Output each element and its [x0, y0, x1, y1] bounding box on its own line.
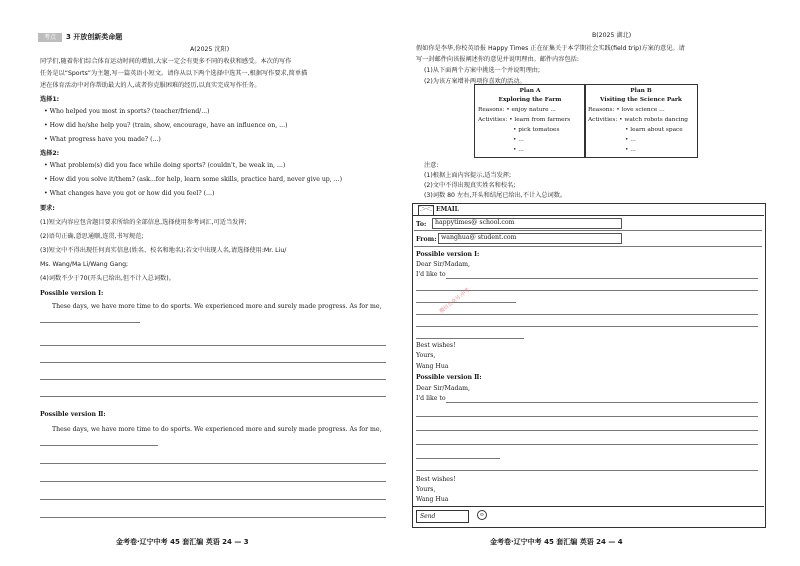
section-tag: 考点 [38, 33, 62, 42]
writing-line[interactable] [416, 416, 758, 417]
choice2-item: • What problem(s) did you face while doing sports? (couldn't, be weak in, ...) [44, 162, 286, 169]
notes-label: 注意: [424, 162, 439, 169]
writing-line[interactable] [40, 499, 386, 500]
writing-line[interactable] [40, 322, 140, 323]
requirement-item: (1)短文内容应包含题目要求所给的全部信息,选择使用参考词汇,可适当发挥; [40, 219, 247, 226]
choice1-item: • How did he/she help you? (train, show, encourage, have an influence on, ...) [44, 122, 288, 129]
field-divider [414, 230, 762, 231]
requirement-item: (4)词数不少于70(开头已给出,但不计入总词数)。 [40, 275, 175, 282]
note-item: (2)文中不得出现真实姓名和校名; [424, 182, 516, 189]
writing-line[interactable] [40, 345, 386, 346]
requirement-item: Ms. Wang/Ma Li/Wang Gang; [40, 261, 129, 268]
writing-line[interactable] [40, 362, 386, 363]
writing-line[interactable] [416, 326, 758, 327]
possible-version-2-text: These days, we have more time to do sports. We experienced more and surely made progress. As for me, [52, 426, 382, 433]
plan-b-reasons: Reasons: • love science ... [588, 107, 665, 113]
intro-line: 同学们,随着你们综合体育运动时间的增加,大家一定会有更多不同的收获和感受。本次的写作 [40, 58, 292, 65]
opening-phrase: I'd like to [416, 271, 446, 278]
sign-off: Yours, [416, 486, 436, 493]
email-header-divider [412, 215, 764, 216]
writing-line[interactable] [416, 458, 500, 459]
writing-line[interactable] [40, 379, 386, 380]
to-field[interactable] [432, 218, 622, 229]
opening-phrase: I'd like to [416, 395, 446, 402]
plan-a-activities: Activities: • learn from farmers [478, 117, 571, 123]
possible-version-2-label: Possible version Ⅱ: [40, 411, 106, 418]
intro-line: (2)为该方案增补两项你喜欢的活动。 [424, 78, 526, 85]
from-field[interactable] [438, 233, 622, 244]
plan-a-heading: Plan A [519, 88, 541, 94]
requirement-item: (2)语句正确,意思通顺,连贯,书写规范; [40, 233, 144, 240]
from-label: From: [416, 236, 437, 243]
field-divider [414, 246, 762, 247]
plan-a-reasons: Reasons: • enjoy nature ... [478, 107, 556, 113]
plan-b-activities: Activities: • watch robots dancing [588, 117, 689, 123]
closing: Best wishes! [416, 476, 456, 483]
plan-a-item: • ... [513, 147, 524, 153]
sender-name: Wang Hua [416, 496, 449, 503]
writing-line[interactable] [416, 338, 524, 339]
writing-line[interactable] [416, 470, 758, 471]
email-label: EMAIL [436, 206, 459, 213]
writing-line[interactable] [446, 402, 758, 403]
plan-b-heading: Plan B [630, 88, 652, 94]
writing-line[interactable] [446, 278, 758, 279]
requirements-label: 要求: [40, 205, 55, 212]
watermark: 微信公众号:中考 [438, 287, 472, 315]
writing-line[interactable] [416, 302, 516, 303]
requirement-item: (3)短文中不得出现任何真实信息(姓名、校名和地名);若文中出现人名,请选择使用:Mr. Liu/ [40, 247, 287, 254]
greeting: Dear Sir/Madam, [416, 385, 471, 392]
writing-line[interactable] [40, 445, 158, 446]
choice2-item: • How did you solve it/them? (ask...for help, learn some skills, practice hard, never give up, ...) [44, 176, 343, 183]
writing-line[interactable] [40, 481, 386, 482]
plan-a-subtitle: Exploring the Farm [498, 97, 562, 103]
writing-line[interactable] [416, 314, 758, 315]
to-value: happytimes@ school.com [435, 219, 515, 226]
from-value: wanghua@ student.com [441, 234, 517, 241]
send-button[interactable]: Send [416, 510, 469, 523]
possible-version-2-label: Possible version Ⅱ: [416, 374, 482, 381]
page-footer: 金考卷·辽宁中考 45 套汇编 英语 24 — 3 [116, 538, 249, 546]
writing-line[interactable] [40, 463, 386, 464]
choice2-item: • What changes have you got or how did you feel? (...) [44, 190, 215, 197]
intro-line: 写一封邮件向该报阐述你的意见并说明理由。邮件内容包括: [416, 56, 579, 63]
choice1-item: • What progress have you made? (...) [44, 136, 161, 143]
possible-version-1-text: These days, we have more time to do sports. We experienced more and surely made progress. As for me, [52, 303, 382, 310]
possible-version-1-label: Possible version Ⅰ: [416, 251, 480, 258]
choice2-label: 选择2: [40, 150, 60, 157]
writing-line[interactable] [40, 396, 386, 397]
plan-b-item: • ... [625, 147, 636, 153]
greeting: Dear Sir/Madam, [416, 261, 471, 268]
intro-line: 假如你是李华,你校英语报 Happy Times 正在征集关于本学期社会实践(field trip)方案的意见。请 [416, 45, 685, 52]
part-b-title: B(2025 湖北) [592, 32, 632, 39]
plan-a-item: • ... [513, 137, 524, 143]
writing-line[interactable] [416, 444, 758, 445]
email-footer-divider [412, 506, 764, 507]
plan-b-item: • ... [625, 137, 636, 143]
closing: Best wishes! [416, 342, 456, 349]
to-label: To: [416, 221, 427, 228]
possible-version-1-label: Possible version Ⅰ: [40, 290, 104, 297]
writing-line[interactable] [40, 517, 386, 518]
plan-a-item: • pick tomatoes [513, 127, 560, 133]
writing-line[interactable] [416, 430, 758, 431]
plan-b-box [584, 84, 698, 158]
note-item: (3)词数 80 左右,开头和结尾已给出,不计入总词数。 [424, 192, 567, 199]
choice1-label: 选择1: [40, 96, 60, 103]
sign-off: Yours, [416, 352, 436, 359]
attach-icon[interactable]: ⊙ [477, 510, 487, 520]
intro-line: 述在体育活动中对你帮助最大的人,或者你克服困难的经历,以真实完成写作任务。 [40, 82, 261, 89]
part-a-title: A(2025 沈阳) [190, 46, 230, 53]
section-title: 3 开放创新类命题 [66, 33, 123, 41]
page-footer: 金考卷·辽宁中考 45 套汇编 英语 24 — 4 [490, 538, 623, 546]
intro-line: 任务是以“Sports”为主题,写一篇英语小短文。请你从以下两个选择中选其一,根据写作要求,简单描 [40, 70, 308, 77]
plan-b-subtitle: Visiting the Science Park [600, 97, 682, 103]
plan-a-box [474, 84, 586, 158]
note-item: (1)根据上面内容提示,适当发挥; [424, 172, 512, 179]
choice1-item: • Who helped you most in sports? (teacher/friend/...) [44, 108, 210, 115]
plan-b-item: • learn about space [625, 127, 683, 133]
sender-name: Wang Hua [416, 363, 449, 370]
intro-line: (1)从下面两个方案中挑选一个并说明理由; [424, 67, 541, 74]
